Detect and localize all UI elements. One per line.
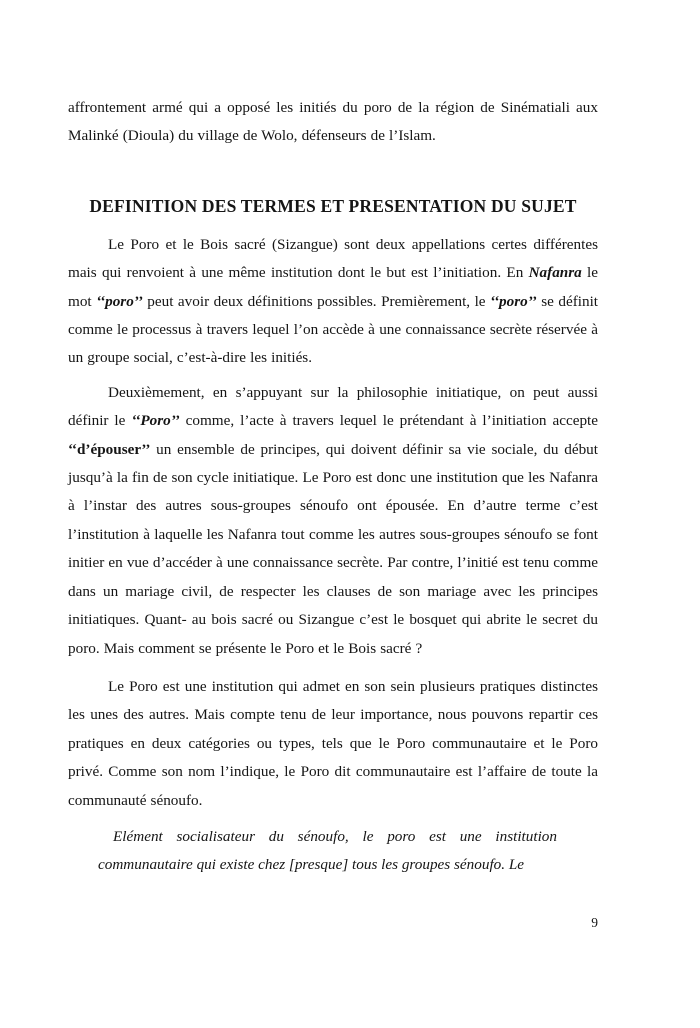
text-run: Le Poro et le Bois sacré (Sizangue) sont deux appellations certes différentes mais qui renvoient à une même institution dont le but est l’initiation. En: [68, 235, 598, 282]
text-run: comme, l’acte à travers lequel le prétendant à l’initiation accepte: [179, 412, 598, 430]
text-run: se définit comme le processus à travers lequel l’on accède à une connaissance secrète réservée à un groupe social, c’est-à-dire les initiés.: [68, 292, 599, 367]
page-number: 9: [591, 915, 598, 930]
paragraph-definition-1: [68, 231, 598, 373]
paragraph-intro: [68, 94, 598, 151]
text-run: affrontement armé qui a opposé les initiés du poro de la région de Sinématiali aux Malinké (Dioula) du village de Wolo, défenseurs de l’Islam.: [68, 99, 598, 145]
text-run: ‘‘d’épouser’’: [68, 440, 151, 458]
text-run: Elément socialisateur du sénoufo, le poro est une institution communautaire qui existe chez [presque] tous les groupes sénoufo. Le: [98, 827, 557, 874]
text-run: Le Poro est une institution qui admet en son sein plusieurs pratiques distinctes les unes des autres. Mais compte tenu de leur importance, nous pouvons repartir ces pratiques en deux catégories ou types, tels que le Poro communautaire et le Poro privé. Comme son nom l’indique, le Poro dit communautaire est l’affaire de toute la communauté sénoufo.: [68, 677, 598, 809]
page-content: [68, 94, 598, 880]
section-heading: DEFINITION DES TERMES ET PRESENTATION DU SUJET: [89, 195, 577, 216]
text-run: Nafanra: [528, 264, 582, 282]
text-run: Deuxièmement, en s’appuyant sur la philosophie initiatique, on peut aussi définir le: [68, 383, 598, 430]
text-run: un ensemble de principes, qui doivent définir sa vie sociale, du début jusqu’à la fin de son cycle initiatique. Le Poro est donc une institution que les Nafanra à l’instar des autres sous-groupes sénoufo ont épousée. En d’autre terme c’est l’institution à laquelle les Nafanra tout comme les autres sous-groupes sénoufo se font initier en vue d’accéder à une connaissance secrète. Par contre, l’initié est tenu comme dans un mariage civil, de respecter les clauses de son mariage avec les principes initiatiques. Quant- au bois sacré ou Sizangue c’est le bosquet qui abrite le secret du poro. Mais comment se présente le Poro et le Bois sacré ?: [68, 440, 598, 657]
block-quote: [98, 823, 557, 880]
paragraph-definition-2: [68, 379, 598, 663]
text-run: ‘‘poro’’: [490, 292, 537, 310]
paragraph-poro-types: [68, 673, 598, 815]
text-run: ‘‘Poro’’: [131, 412, 180, 430]
text-run: le mot: [68, 264, 598, 310]
text-run: ‘‘poro’’: [96, 292, 143, 310]
text-run: peut avoir deux définitions possibles. Premièrement, le: [142, 292, 491, 310]
